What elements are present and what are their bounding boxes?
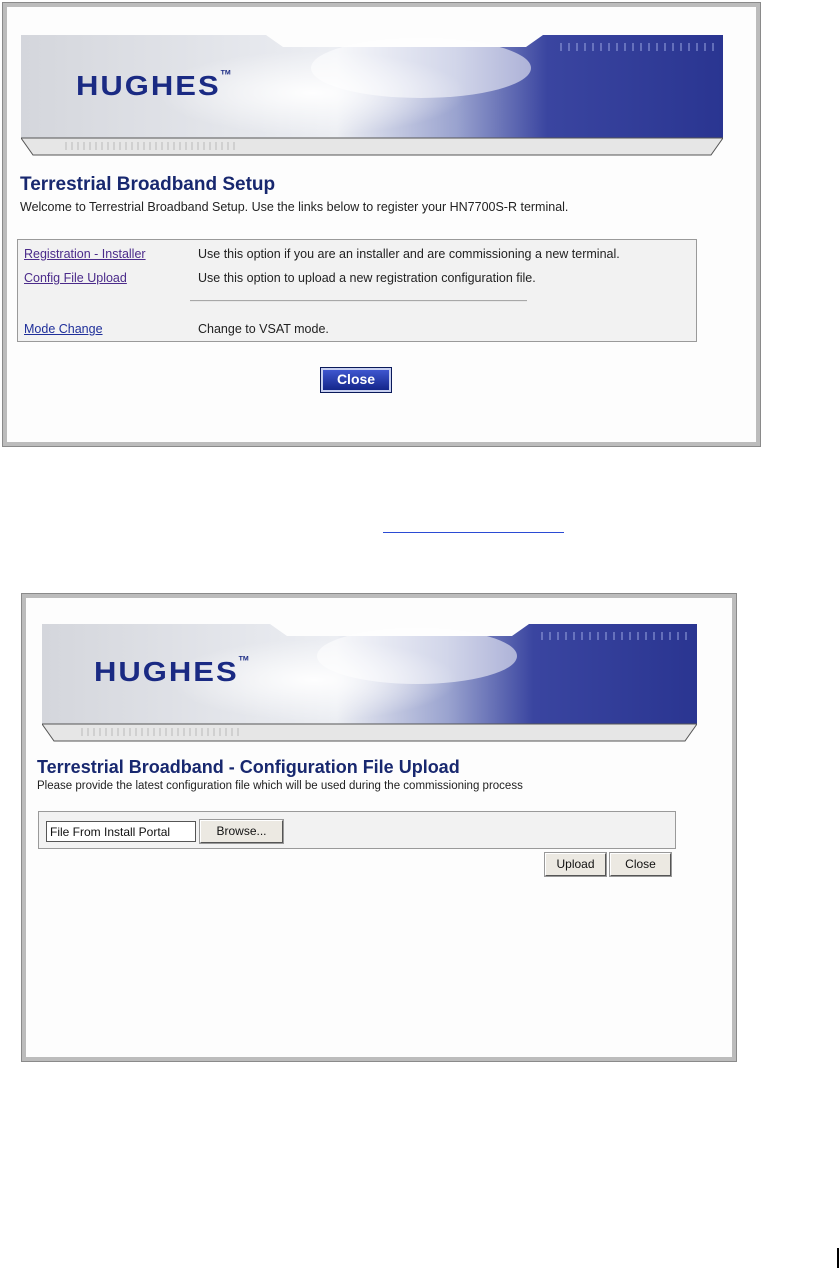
- registration-installer-link[interactable]: Registration - Installer: [24, 247, 146, 261]
- options-panel: [17, 239, 697, 342]
- mode-change-link[interactable]: Mode Change: [24, 322, 103, 336]
- instructions-text: Please provide the latest configuration file which will be used during the commissioning process: [37, 780, 523, 792]
- page-title: Terrestrial Broadband - Configuration File Upload: [37, 757, 460, 777]
- page-title: Terrestrial Broadband Setup: [20, 174, 276, 195]
- config-file-upload-link[interactable]: Config File Upload: [24, 271, 127, 285]
- browse-button[interactable]: Browse...: [200, 820, 283, 843]
- option-description: Use this option to upload a new registration configuration file.: [198, 271, 536, 285]
- hughes-logo-icon: HUGHES™: [76, 69, 231, 102]
- close-button[interactable]: Close: [610, 853, 671, 876]
- option-row-config-upload: [24, 271, 536, 285]
- upload-button[interactable]: Upload: [545, 853, 606, 876]
- option-description: Use this option if you are an installer and are commissioning a new terminal.: [198, 247, 620, 261]
- hughes-banner: [42, 622, 697, 744]
- close-button[interactable]: Close: [321, 368, 391, 392]
- hughes-banner: [21, 33, 723, 158]
- document-link-underline: [383, 532, 564, 533]
- welcome-text: Welcome to Terrestrial Broadband Setup. Use the links below to register your HN7700S-R terminal.: [20, 200, 569, 214]
- config-upload-window: [22, 594, 736, 1061]
- option-row-mode-change: [24, 322, 329, 336]
- option-description: Change to VSAT mode.: [198, 322, 329, 336]
- file-path-input[interactable]: [46, 821, 196, 842]
- page-edge-marker: [837, 1248, 839, 1268]
- separator: [190, 300, 527, 302]
- file-upload-panel: [38, 811, 676, 849]
- setup-window: [3, 3, 760, 446]
- option-row-registration: [24, 247, 620, 261]
- hughes-logo-icon: HUGHES™: [94, 655, 249, 688]
